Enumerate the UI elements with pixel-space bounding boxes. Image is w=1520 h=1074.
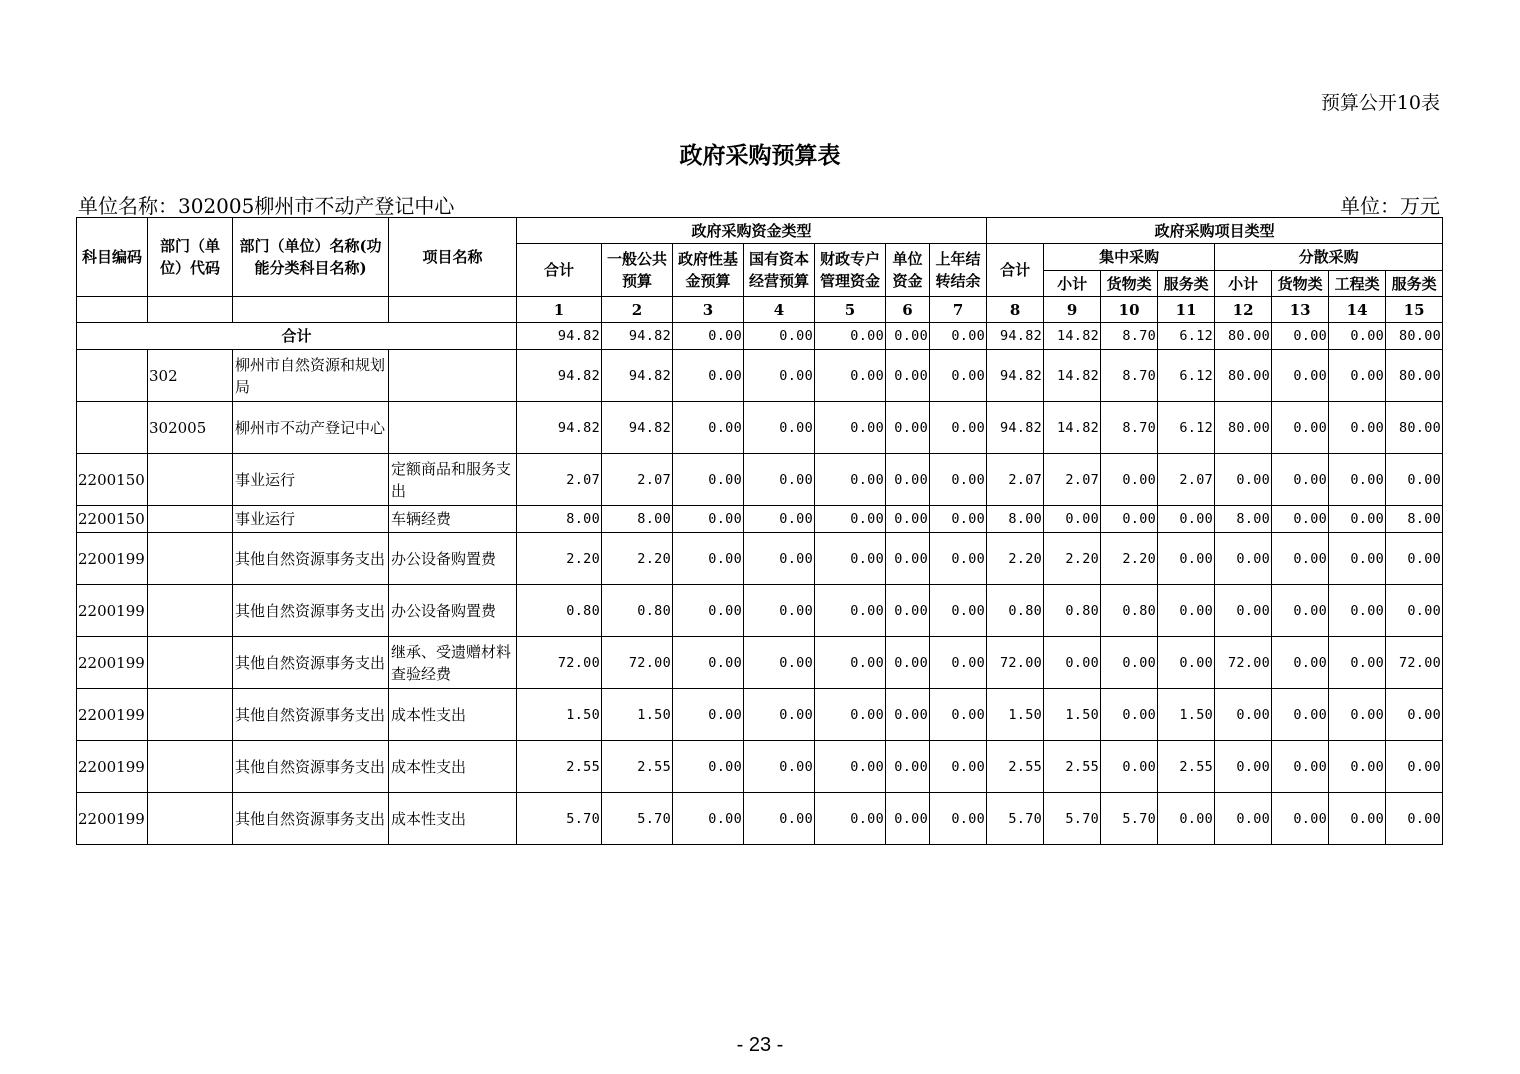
value-cell: 0.00 <box>1272 637 1329 689</box>
value-cell: 0.00 <box>1158 506 1215 533</box>
value-cell: 94.82 <box>602 350 673 402</box>
value-cell: 2.20 <box>602 533 673 585</box>
dept-code-cell: 302005 <box>148 402 233 454</box>
project-name-cell: 车辆经费 <box>389 506 517 533</box>
header-dept-code: 部门（单位）代码 <box>148 218 233 297</box>
value-cell: 0.00 <box>815 506 886 533</box>
column-number: 1 <box>517 297 602 323</box>
dept-code-cell <box>148 506 233 533</box>
value-cell: 0.00 <box>1272 741 1329 793</box>
dept-code-cell <box>148 793 233 845</box>
dept-code-cell <box>148 585 233 637</box>
value-cell: 5.70 <box>602 793 673 845</box>
subject-code-cell: 2200199 <box>77 741 148 793</box>
value-cell: 0.00 <box>815 793 886 845</box>
column-number: 8 <box>987 297 1044 323</box>
project-name-cell: 定额商品和服务支出 <box>389 454 517 506</box>
value-cell: 0.00 <box>886 454 930 506</box>
column-number: 13 <box>1272 297 1329 323</box>
value-cell: 14.82 <box>1044 350 1101 402</box>
procurement-budget-table <box>76 217 1443 845</box>
value-cell: 2.55 <box>517 741 602 793</box>
value-cell: 0.00 <box>1215 741 1272 793</box>
value-cell: 0.00 <box>930 637 987 689</box>
value-cell: 6.12 <box>1158 402 1215 454</box>
dept-code-cell <box>148 454 233 506</box>
value-cell: 0.00 <box>673 793 744 845</box>
project-name-cell: 成本性支出 <box>389 793 517 845</box>
header-state-capital: 国有资本经营预算 <box>744 244 815 297</box>
subject-code-cell <box>77 350 148 402</box>
column-number: 11 <box>1158 297 1215 323</box>
value-cell: 0.00 <box>930 741 987 793</box>
total-value: 94.82 <box>602 323 673 350</box>
value-cell: 0.00 <box>886 506 930 533</box>
value-cell: 0.00 <box>1044 506 1101 533</box>
value-cell: 8.70 <box>1101 402 1158 454</box>
value-cell: 0.00 <box>1215 454 1272 506</box>
value-cell: 0.00 <box>1329 533 1386 585</box>
column-number-row <box>77 297 1443 323</box>
value-cell: 2.07 <box>987 454 1044 506</box>
header-c-goods: 货物类 <box>1101 271 1158 297</box>
header-general-budget: 一般公共预算 <box>602 244 673 297</box>
value-cell: 0.00 <box>744 454 815 506</box>
value-cell: 0.00 <box>744 741 815 793</box>
value-cell: 0.00 <box>815 454 886 506</box>
value-cell: 0.00 <box>1215 585 1272 637</box>
dept-code-cell <box>148 741 233 793</box>
value-cell: 0.00 <box>815 689 886 741</box>
value-cell: 72.00 <box>1215 637 1272 689</box>
value-cell: 0.00 <box>1386 454 1443 506</box>
value-cell: 5.70 <box>987 793 1044 845</box>
table-row <box>77 506 1443 533</box>
value-cell: 72.00 <box>987 637 1044 689</box>
value-cell: 0.00 <box>1329 637 1386 689</box>
subject-code-cell: 2200150 <box>77 454 148 506</box>
value-cell: 80.00 <box>1386 402 1443 454</box>
total-value: 80.00 <box>1215 323 1272 350</box>
column-number: 12 <box>1215 297 1272 323</box>
value-cell: 0.80 <box>517 585 602 637</box>
table-row <box>77 402 1443 454</box>
value-cell: 0.00 <box>744 585 815 637</box>
value-cell: 0.00 <box>1158 637 1215 689</box>
header-special-fund: 财政专户管理资金 <box>815 244 886 297</box>
project-name-cell: 办公设备购置费 <box>389 585 517 637</box>
value-cell: 94.82 <box>602 402 673 454</box>
header-gov-fund: 政府性基金预算 <box>673 244 744 297</box>
value-cell: 0.00 <box>1329 350 1386 402</box>
total-value: 94.82 <box>517 323 602 350</box>
value-cell: 0.00 <box>930 689 987 741</box>
header-unit-fund: 单位资金 <box>886 244 930 297</box>
subject-code-cell: 2200199 <box>77 689 148 741</box>
column-number: 4 <box>744 297 815 323</box>
value-cell: 0.00 <box>886 689 930 741</box>
table-row <box>77 689 1443 741</box>
dept-name-cell: 其他自然资源事务支出 <box>233 741 389 793</box>
value-cell: 0.00 <box>1101 637 1158 689</box>
total-value: 8.70 <box>1101 323 1158 350</box>
value-cell: 6.12 <box>1158 350 1215 402</box>
column-number: 7 <box>930 297 987 323</box>
value-cell: 0.00 <box>1101 506 1158 533</box>
value-cell: 0.00 <box>1158 793 1215 845</box>
header-decentralized: 分散采购 <box>1215 244 1443 271</box>
header-c-services: 服务类 <box>1158 271 1215 297</box>
table-row <box>77 350 1443 402</box>
value-cell: 94.82 <box>517 402 602 454</box>
column-number: 3 <box>673 297 744 323</box>
value-cell: 5.70 <box>517 793 602 845</box>
value-cell: 0.00 <box>1386 533 1443 585</box>
value-cell: 8.00 <box>1386 506 1443 533</box>
value-cell: 0.00 <box>886 741 930 793</box>
dept-name-cell: 其他自然资源事务支出 <box>233 585 389 637</box>
header-subject-code: 科目编码 <box>77 218 148 297</box>
value-cell: 0.00 <box>1386 793 1443 845</box>
dept-name-cell: 其他自然资源事务支出 <box>233 637 389 689</box>
value-cell: 2.55 <box>987 741 1044 793</box>
value-cell: 0.00 <box>1272 350 1329 402</box>
value-cell: 5.70 <box>1101 793 1158 845</box>
value-cell: 0.00 <box>930 793 987 845</box>
total-value: 0.00 <box>1329 323 1386 350</box>
value-cell: 0.00 <box>815 585 886 637</box>
value-cell: 0.00 <box>1215 533 1272 585</box>
page-number: - 23 - <box>736 1034 784 1056</box>
total-value: 94.82 <box>987 323 1044 350</box>
header-carryover: 上年结转结余 <box>930 244 987 297</box>
value-cell: 0.80 <box>987 585 1044 637</box>
value-cell: 0.00 <box>1329 506 1386 533</box>
dept-code-cell <box>148 689 233 741</box>
header-total: 合计 <box>517 244 602 297</box>
value-cell: 1.50 <box>1158 689 1215 741</box>
value-cell: 0.00 <box>673 637 744 689</box>
header-dept-name: 部门（单位）名称(功能分类科目名称) <box>233 218 389 297</box>
value-cell: 0.00 <box>815 533 886 585</box>
value-cell: 2.07 <box>1158 454 1215 506</box>
page-title: 政府采购预算表 <box>679 142 841 169</box>
value-cell: 80.00 <box>1215 350 1272 402</box>
total-value: 0.00 <box>1272 323 1329 350</box>
currency-unit-label: 单位：万元 <box>1340 194 1440 218</box>
value-cell: 0.00 <box>673 741 744 793</box>
value-cell: 0.00 <box>673 454 744 506</box>
total-row <box>77 323 1443 350</box>
value-cell: 2.55 <box>1044 741 1101 793</box>
project-name-cell: 办公设备购置费 <box>389 533 517 585</box>
value-cell: 0.00 <box>1215 689 1272 741</box>
header-project-name: 项目名称 <box>389 218 517 297</box>
value-cell: 0.00 <box>744 506 815 533</box>
value-cell: 0.00 <box>930 533 987 585</box>
value-cell: 0.00 <box>1386 585 1443 637</box>
header-project-group: 政府采购项目类型 <box>987 218 1443 244</box>
dept-code-cell <box>148 637 233 689</box>
total-value: 14.82 <box>1044 323 1101 350</box>
value-cell: 0.00 <box>1101 689 1158 741</box>
value-cell: 8.70 <box>1101 350 1158 402</box>
value-cell: 0.00 <box>673 585 744 637</box>
dept-code-cell <box>148 533 233 585</box>
unit-name-label: 单位名称：302005柳州市不动产登记中心 <box>78 194 455 218</box>
value-cell: 0.00 <box>673 689 744 741</box>
project-name-cell <box>389 350 517 402</box>
value-cell: 0.00 <box>1272 585 1329 637</box>
value-cell: 8.00 <box>1215 506 1272 533</box>
value-cell: 2.20 <box>1044 533 1101 585</box>
value-cell: 0.00 <box>1329 402 1386 454</box>
total-value: 0.00 <box>886 323 930 350</box>
value-cell: 1.50 <box>517 689 602 741</box>
dept-name-cell: 柳州市不动产登记中心 <box>233 402 389 454</box>
column-number: 5 <box>815 297 886 323</box>
column-number: 2 <box>602 297 673 323</box>
value-cell: 0.00 <box>1044 637 1101 689</box>
dept-name-cell: 其他自然资源事务支出 <box>233 793 389 845</box>
column-number: 15 <box>1386 297 1443 323</box>
value-cell: 0.00 <box>1329 689 1386 741</box>
value-cell: 0.00 <box>1329 454 1386 506</box>
subject-code-cell: 2200199 <box>77 637 148 689</box>
value-cell: 2.07 <box>1044 454 1101 506</box>
value-cell: 0.00 <box>673 350 744 402</box>
dept-name-cell: 其他自然资源事务支出 <box>233 533 389 585</box>
table-number-label: 预算公开10表 <box>1320 92 1440 114</box>
dept-code-cell: 302 <box>148 350 233 402</box>
value-cell: 0.00 <box>930 350 987 402</box>
value-cell: 0.00 <box>930 506 987 533</box>
value-cell: 0.00 <box>673 506 744 533</box>
value-cell: 5.70 <box>1044 793 1101 845</box>
dept-name-cell: 其他自然资源事务支出 <box>233 689 389 741</box>
table-row <box>77 793 1443 845</box>
value-cell: 1.50 <box>1044 689 1101 741</box>
value-cell: 0.00 <box>1329 793 1386 845</box>
value-cell: 0.80 <box>1044 585 1101 637</box>
subject-code-cell: 2200199 <box>77 533 148 585</box>
total-value: 0.00 <box>930 323 987 350</box>
table-row <box>77 585 1443 637</box>
value-cell: 94.82 <box>987 350 1044 402</box>
column-number: 14 <box>1329 297 1386 323</box>
header-d-subtotal: 小计 <box>1215 271 1272 297</box>
subject-code-cell <box>77 402 148 454</box>
subject-code-cell: 2200199 <box>77 793 148 845</box>
header-funding-group: 政府采购资金类型 <box>517 218 987 244</box>
value-cell: 94.82 <box>517 350 602 402</box>
value-cell: 0.00 <box>886 350 930 402</box>
value-cell: 72.00 <box>517 637 602 689</box>
value-cell: 1.50 <box>987 689 1044 741</box>
dept-name-cell: 柳州市自然资源和规划局 <box>233 350 389 402</box>
value-cell: 0.00 <box>1329 585 1386 637</box>
subject-code-cell: 2200199 <box>77 585 148 637</box>
header-d-goods: 货物类 <box>1272 271 1329 297</box>
project-name-cell <box>389 402 517 454</box>
value-cell: 0.00 <box>930 585 987 637</box>
subject-code-cell: 2200150 <box>77 506 148 533</box>
value-cell: 0.00 <box>1158 585 1215 637</box>
value-cell: 0.80 <box>602 585 673 637</box>
value-cell: 0.00 <box>1101 741 1158 793</box>
header-c-subtotal: 小计 <box>1044 271 1101 297</box>
value-cell: 0.00 <box>744 533 815 585</box>
column-number: 10 <box>1101 297 1158 323</box>
value-cell: 2.07 <box>517 454 602 506</box>
dept-name-cell: 事业运行 <box>233 454 389 506</box>
total-value: 0.00 <box>815 323 886 350</box>
value-cell: 8.00 <box>517 506 602 533</box>
value-cell: 0.00 <box>1272 533 1329 585</box>
project-name-cell: 继承、受遗赠材料查验经费 <box>389 637 517 689</box>
value-cell: 0.00 <box>815 741 886 793</box>
value-cell: 0.00 <box>886 533 930 585</box>
column-number: 6 <box>886 297 930 323</box>
value-cell: 0.00 <box>930 454 987 506</box>
value-cell: 2.07 <box>602 454 673 506</box>
value-cell: 0.00 <box>744 793 815 845</box>
value-cell: 80.00 <box>1215 402 1272 454</box>
value-cell: 0.00 <box>1272 454 1329 506</box>
value-cell: 0.00 <box>1272 506 1329 533</box>
value-cell: 94.82 <box>987 402 1044 454</box>
value-cell: 0.80 <box>1101 585 1158 637</box>
value-cell: 14.82 <box>1044 402 1101 454</box>
value-cell: 0.00 <box>673 402 744 454</box>
value-cell: 72.00 <box>602 637 673 689</box>
total-value: 80.00 <box>1386 323 1443 350</box>
value-cell: 1.50 <box>602 689 673 741</box>
table-row <box>77 741 1443 793</box>
value-cell: 0.00 <box>1215 793 1272 845</box>
table-row <box>77 533 1443 585</box>
value-cell: 0.00 <box>744 402 815 454</box>
value-cell: 8.00 <box>602 506 673 533</box>
header-d-engineering: 工程类 <box>1329 271 1386 297</box>
value-cell: 8.00 <box>987 506 1044 533</box>
value-cell: 2.20 <box>517 533 602 585</box>
value-cell: 0.00 <box>930 402 987 454</box>
value-cell: 0.00 <box>1386 689 1443 741</box>
value-cell: 0.00 <box>1386 741 1443 793</box>
value-cell: 0.00 <box>744 689 815 741</box>
dept-name-cell: 事业运行 <box>233 506 389 533</box>
value-cell: 0.00 <box>886 793 930 845</box>
value-cell: 2.55 <box>1158 741 1215 793</box>
value-cell: 0.00 <box>1272 689 1329 741</box>
value-cell: 0.00 <box>886 402 930 454</box>
value-cell: 0.00 <box>1101 454 1158 506</box>
value-cell: 0.00 <box>1272 793 1329 845</box>
value-cell: 0.00 <box>815 402 886 454</box>
table-row <box>77 637 1443 689</box>
value-cell: 0.00 <box>744 637 815 689</box>
header-centralized: 集中采购 <box>1044 244 1215 271</box>
total-value: 0.00 <box>744 323 815 350</box>
value-cell: 2.20 <box>987 533 1044 585</box>
value-cell: 72.00 <box>1386 637 1443 689</box>
total-label: 合计 <box>77 323 517 350</box>
value-cell: 0.00 <box>744 350 815 402</box>
value-cell: 2.55 <box>602 741 673 793</box>
value-cell: 0.00 <box>886 637 930 689</box>
project-name-cell: 成本性支出 <box>389 741 517 793</box>
header-d-services: 服务类 <box>1386 271 1443 297</box>
value-cell: 80.00 <box>1386 350 1443 402</box>
value-cell: 0.00 <box>815 350 886 402</box>
value-cell: 0.00 <box>1329 741 1386 793</box>
total-value: 6.12 <box>1158 323 1215 350</box>
value-cell: 2.20 <box>1101 533 1158 585</box>
value-cell: 0.00 <box>673 533 744 585</box>
total-value: 0.00 <box>673 323 744 350</box>
table-row <box>77 454 1443 506</box>
header-total2: 合计 <box>987 244 1044 297</box>
value-cell: 0.00 <box>886 585 930 637</box>
value-cell: 0.00 <box>1272 402 1329 454</box>
value-cell: 0.00 <box>1158 533 1215 585</box>
project-name-cell: 成本性支出 <box>389 689 517 741</box>
value-cell: 0.00 <box>815 637 886 689</box>
column-number: 9 <box>1044 297 1101 323</box>
